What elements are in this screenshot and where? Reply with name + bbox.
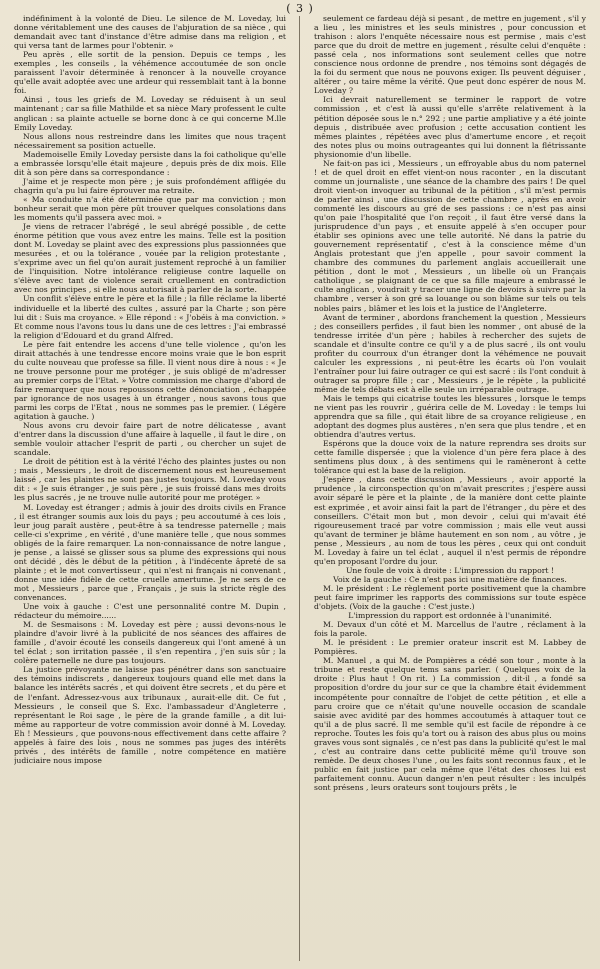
left-column	[14, 14, 286, 964]
paragraph: M. de Sesmaisons : M. Loveday est père ; aussi devons-nous le plaindre d'avoir livré à la publicité de nos séances des affaires de famille , d'avoir écouté les conseils dangereux qui l'ont amené à un tel éclat ; son irritation passée , il s'en repentira , j'en suis sûr ; la colère paternelle ne dure pas toujours.	[14, 620, 286, 666]
paragraph: M. Loveday est étranger ; admis à jouir des droits civils en France , il est étranger soumis aux lois du pays ; peu accoutumé à ces lois , leur joug paraît austère , peut-être à sa tendresse paternelle ; mais celle-ci s'exprime , en vérité , d'une manière telle , que nous sommes obligés de la faire remarquer. La non-connaissance de notre langue , je pense , a laissé se glisser sous sa plume des expressions qui nous ont décidé , dès le début de la pétition , à l'indécente âpreté de sa plainte ; et le mot convertisseur , qui n'est ni français ni convenant , donne une idée fidèle de cette cruelle amertume. Je ne sers de ce mot , Messieurs , parce que , Français , je suis la stricte règle des convenances.	[14, 502, 286, 602]
paragraph: Mais le temps qui cicatrise toutes les blessures , lorsque le temps ne vient pas les rouvrir , guérira celle de M. Loveday : le temps lui apprendra que sa fille , qui était libre de sa croyance religieuse , en adoptant des dogmes plus austères , n'en sera que plus tendre , et en obtiendra d'autres vertus.	[314, 393, 586, 440]
paragraph: seulement ce fardeau déjà si pesant , de mettre en jugement , s'il y a lieu , les ministres et les seuls ministres , pour concussion et trahison : alors l'enquête nécessaire nous est permise , mais c'est parce que du droit de mettre en jugement , résulte celui d'enquête : passé cela , nos informations sont seulement celles que notre conscience nous ordonne de prendre , nos témoins sont dégagés de la foi du serment que nous ne pouvons exiger. Ils peuvent déguiser , altérer , ou taire même la vérité. Que peut donc espérer de nous M. Loveday ?	[314, 14, 586, 96]
paragraph: Le père fait entendre les accens d'une telle violence , qu'on les dirait attachés à une tendresse encore moins vraie que le bon esprit du culte nouveau que professe sa fille. Il vient nous dire à nous : « Je ne trouve personne pour me protéger , je suis obligé de m'adresser au premier corps de l'Etat. » Votre commission me charge d'abord de faire remarquer que nous repoussons cette dénonciation , échappée par ignorance de nos usages à un étranger , nous savons tous que parmi les corps de l'Etat , nous ne sommes pas le premier. ( Légère agitation à gauche. )	[14, 339, 286, 422]
right-column	[314, 14, 586, 964]
column-divider	[299, 16, 300, 961]
paragraph: Espérons que la douce voix de la nature reprendra ses droits sur cette famille dispersée ; que la violence d'un père fera place à des sentimens plus doux , à des sentimens qui le ramèneront à cette tolérance qui est la base de la religion.	[314, 439, 586, 476]
paragraph: La justice prévoyante ne laisse pas pénétrer dans son sanctuaire des témoins indiscrets , dangereux toujours quand elle met dans la balance les intérêts sacrés , et qui doivent être secrets , et du père et de l'enfant. Adressez-vous aux tribunaux , aurait-elle dit. Ce fut , Messieurs , le conseil que S. Exc. l'ambassadeur d'Angleterre , représentant le Roi sage , le père de la grande famille , a dit lui-même au rapporteur de votre commission avoir donné à M. Loveday. Eh ! Messieurs , que pouvons-nous effectivement dans cette affaire ? appelés à faire des lois , nous ne sommes pas juges des intérêts privés , des intérêts de famille , notre compétence en matière judiciaire nous impose	[14, 665, 286, 765]
paragraph: J'aime et je respecte mon père ; je suis profondément affligée du chagrin qu'a pu lui faire éprouver ma retraite.	[14, 176, 286, 195]
paragraph: Mademoiselle Emily Loveday persiste dans la foi catholique qu'elle a embrassée lorsqu'elle était majeure , depuis près de dix mois. Elle dit à son père dans sa correspondance :	[14, 149, 286, 177]
paragraph: Peu après , elle sortit de la pension. Depuis ce temps , les exemples , les conseils , la véhémence accoutumée de son oncle paraissent l'avoir déterminée à renoncer à la nouvelle croyance qu'elle avait adoptée avec une ardeur qui ressemblait tant à la bonne foi.	[14, 50, 286, 96]
paragraph: Le droit de pétition est à la vérité l'écho des plaintes justes ou non ; mais , Messieurs , le droit de discernement nous est heureusement laissé , car les plaintes ne sont pas justes toujours. M. Loveday vous dit : « Je suis étranger , je suis père , je suis froissé dans mes droits les plus sacrés , je ne trouve nulle autorité pour me protéger. »	[14, 457, 286, 503]
paragraph: Ainsi , tous les griefs de M. Loveday se réduisent à un seul maintenant ; car sa fille Mathilde et sa nièce Mary professent le culte anglican : sa plainte actuelle se borne donc à ce qui concerne M.lle Emily Loveday.	[14, 95, 286, 132]
paragraph: M. le président : Le premier orateur inscrit est M. Labbey de Pompières.	[314, 638, 586, 657]
paragraph: Nous avons cru devoir faire part de notre délicatesse , avant d'entrer dans la discussion d'une affaire à laquelle , il faut le dire , on semble vouloir attacher l'esprit de parti , ou chercher un sujet de scandale.	[14, 421, 286, 458]
paragraph: Ne fait-on pas ici , Messieurs , un effroyable abus du nom paternel ! et de quel droit en effet vient-on nous raconter , en la discutant comme un journaliste , une séance de la chambre des pairs ! De quel droit vient-on invoquer au tribunal de la pétition , s'il m'est permis de parler ainsi , une discussion de cette chambre , après en avoir commenté les discours au gré de ses passions : ce n'est pas ainsi qu'on paie l'hospitalité que l'on reçoit , il faut être versé dans la jurisprudence d'un pays , et ensuite appelé à s'en occuper pour établir ses opinions avec une telle autorité. Né dans la patrie du gouvernement représentatif , c'est à la conscience même d'un Anglais protestant que j'en appelle , pour savoir comment la chambre des communes du parlement anglais accueillerait une pétition , dont le mot , Messieurs , un libelle où un Français catholique , se plaignant de ce que sa fille majeure a embrassé le culte anglican , voudrait y tracer une ligne de devoirs à suivre par la chambre , verser à son gré sa louange ou son blâme sur tels ou tels nobles pairs , blâmer et les lois et la justice de l'Angleterre.	[314, 158, 586, 313]
paragraph: Nous allons nous restreindre dans les limites que nous traçent nécessairement sa position actuelle.	[14, 131, 286, 150]
paragraph: Je viens de retracer l'abrégé , le seul abrégé possible , de cette énorme pétition que vous avez entre les mains. Telle est la position dont M. Loveday se plaint avec des expressions plus passionnées que mesurées , et ou la tolérance , vouée par la religion protestante , s'exprime avec un fiel qu'on aurait justement reproché à un familier de l'inquisition. Notre intolérance religieuse contre laquelle on s'élève avec tant de violence serait cruellement en contradiction avec nos principes , si elle nous autorisait à parler de la sorte.	[14, 222, 286, 295]
paragraph: « Ma conduite n'a été déterminée que par ma conviction ; mon bonheur serait que mon père pût trouver quelques consolations dans les moments qu'il passera avec moi. »	[14, 194, 286, 223]
paragraph: Une foule de voix à droite : L'impression du rapport !	[345, 565, 555, 575]
paragraph: Avant de terminer , abordons franchement la question , Messieurs ; des conseillers perfides , il faut bien les nommer , ont abusé de la tendresse irritée d'un père ; habiles à rechercher des sujets de scandale et d'insulte contre ce qu'il y a de plus sacré , ils ont voulu profiter du courroux d'un étranger dont la véhémence ne pouvait calculer les expressions , ni peut-être les écarts où l'on voulait l'entraîner pour lui faire outrager ce qui est sacré : ils l'ont conduit à outrager sa propre fille ; car , Messieurs , je le répète , la publicité même de tels débats est à elle seule un irréparable outrage.	[314, 312, 586, 394]
paragraph: Voix de la gauche : Ce n'est pas ici une matière de finances.	[333, 574, 567, 584]
paragraph: indéfiniment à la volonté de Dieu. Le silence de M. Loveday, lui donne véritablement une des causes de l'abjuration de sa nièce , qui demandait avec tant d'instance d'être admise dans ma religion , et qui versa tant de larmes pour l'obtenir. »	[14, 14, 286, 51]
paragraph: Un conflit s'élève entre le père et la fille ; la fille réclame la liberté individuelle et la liberté des cultes , assuré par la Charte ; son père lui dit : Suis ma croyance. » Elle répond : « J'obéis à ma conviction. » Et comme nous l'avons tous lu dans une de ces lettres : J'ai embrassé la religion d'Edouard et du grand Alfred.	[14, 294, 286, 340]
paragraph: M. Manuel , a qui M. de Pompières a cédé son tour , monte à la tribune et reste quelque tems sans parler. ( Quelques voix de la droite : Plus haut ! On rit. ) La commission , dit-il , a fondé sa proposition d'ordre du jour sur ce que la chambre était évidemment incompétente pour connaître de l'objet de cette pétition , et elle a paru croire que ce n'était qu'une nouvelle occasion de scandale saisie avec avidité par des hommes accoutumés à attaquer tout ce qu'il a de plus sacré. Il me semble qu'il est facile de répondre à ce reproche. Toutes les fois qu'a tort ou à raison des abus plus ou moins graves vous sont signalés , ce n'est pas dans la publicité qu'est le mal , c'est au contraire dans cette publicité même qu'il trouve son remède. De deux choses l'une , ou les faits sont reconnus faux , et le public en fait justice par cela même que l'état des choses lui est parfaitement connu. Aucun danger n'en peut résulter : les inculpés sont présens , leurs orateurs sont toujours prêts , le	[314, 656, 586, 792]
paragraph: M. le président : Le règlement porte positivement que la chambre peut faire imprimer les rapports des commissions sur toute espèce d'objets. (Voix de la gauche : C'est juste.)	[314, 583, 586, 612]
page-number: ( 3 )	[286, 2, 314, 15]
paragraph: L'impression du rapport est ordonnée à l'unanimité.	[348, 611, 552, 621]
paragraph: Ici devrait naturellement se terminer le rapport de votre commission , et c'est là aussi qu'elle s'arrête relativement à la pétition déposée sous le n.° 292 ; une partie ampliative y a été jointe depuis , distribuée avec profusion ; cette accusation contient les mêmes plaintes , répétées avec plus d'amertume encore , et reçoit des notes plus ou moins outrageantes qui lui donnent la flétrissante physionomie d'un libelle.	[314, 95, 586, 159]
paragraph: Une voix à gauche : C'est une personnalité contre M. Dupin , rédacteur du mémoire......	[14, 602, 286, 621]
paragraph: J'espère , dans cette discussion , Messieurs , avoir apporté la prudence , la circonspection qu'on m'avait prescrites ; j'espère aussi avoir séparé le père et la plainte , de la manière dont cette plainte est exprimée , et avoir ainsi fait la part de l'étranger , du père et des conseillers. C'était mon but , mon devoir , celui qui m'avait été rigoureusement tracé par votre commission ; mais elle veut aussi qu'avant de terminer je blâme hautement en son nom , au vôtre , je pense , Messieurs , au nom de tous les pères , ceux qui ont conduit M. Loveday à faire un tel éclat , auquel il n'est permis de répondre qu'en proposant l'ordre du jour.	[314, 475, 586, 566]
paragraph: M. Devaux d'un côté et M. Marcellus de l'autre , réclament à la fois la parole.	[314, 620, 586, 639]
